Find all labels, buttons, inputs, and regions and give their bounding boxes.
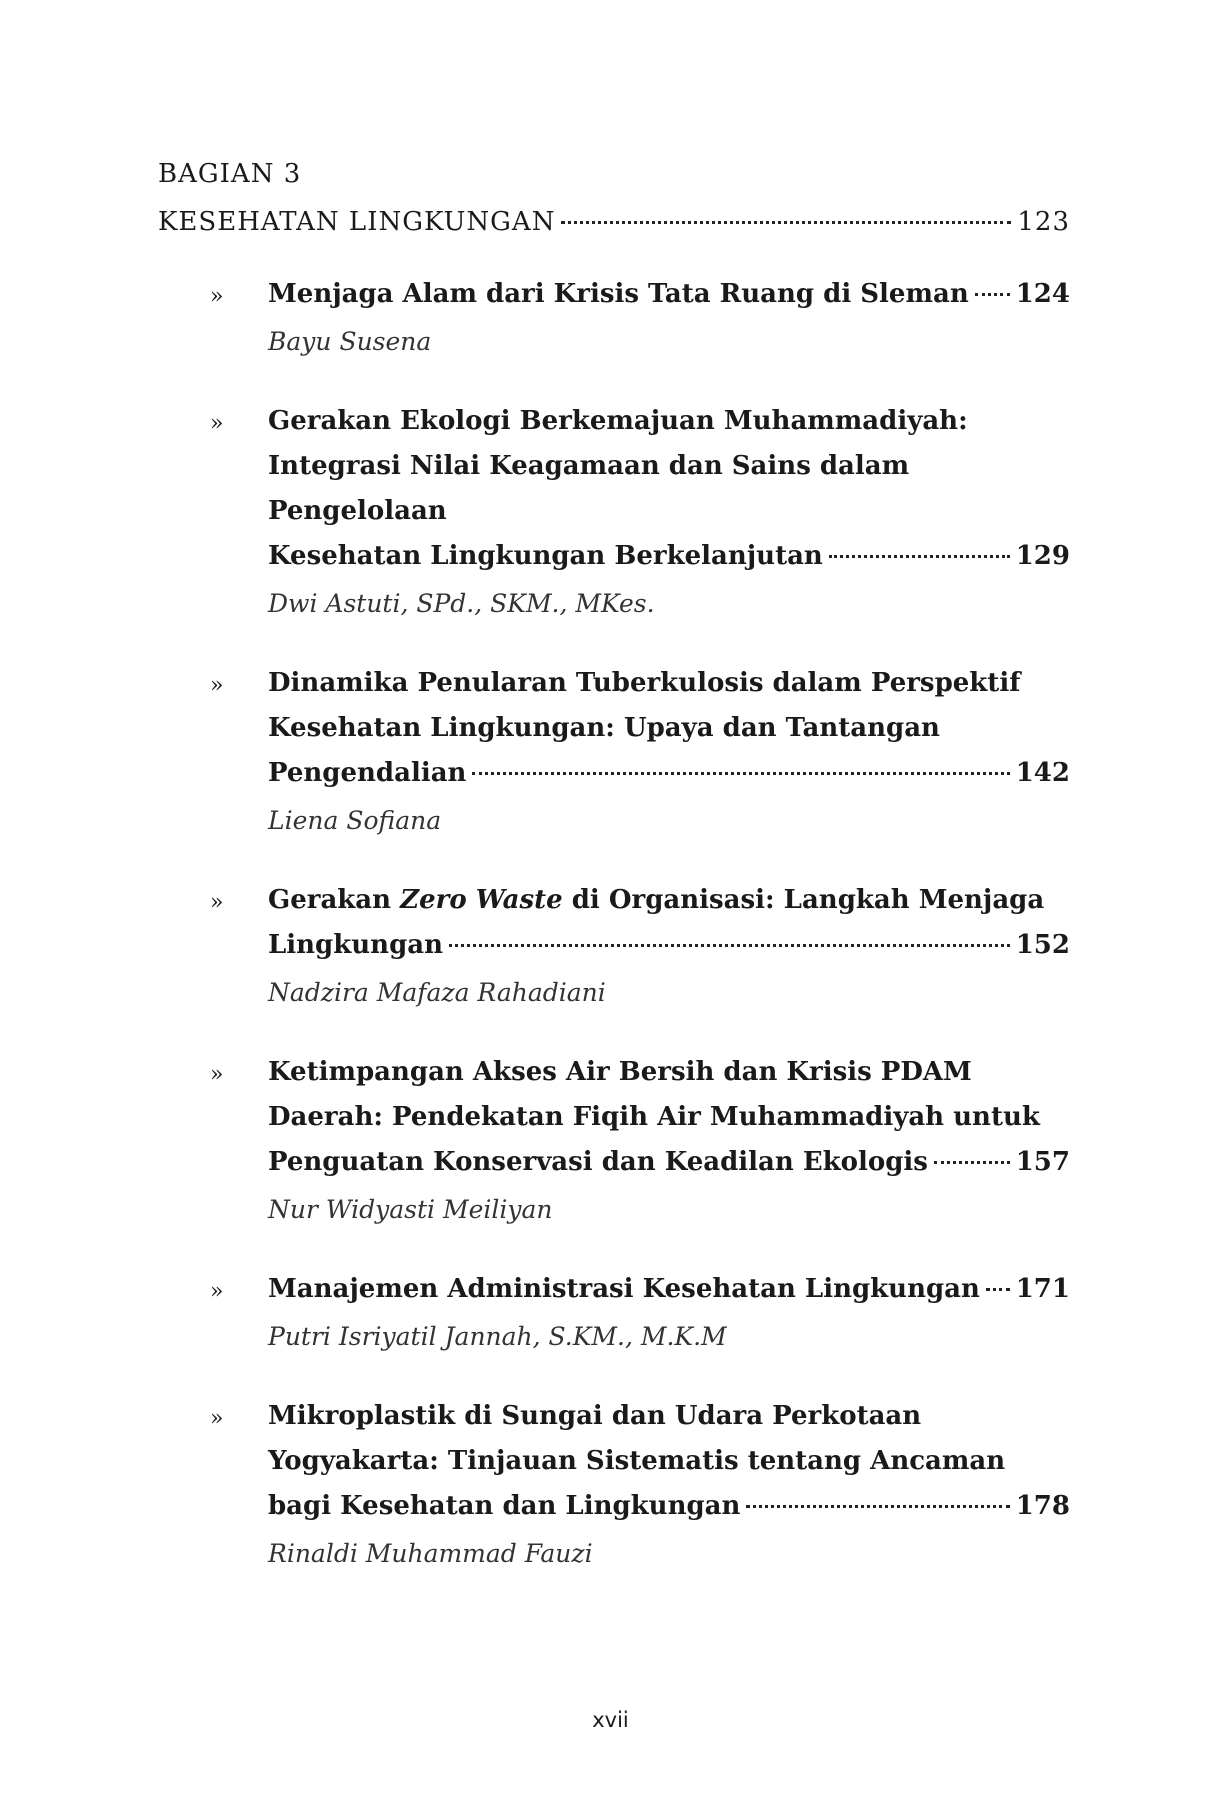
entry-title-last-line: [268, 1484, 1070, 1529]
entry-title-line: Kesehatan Lingkungan Berkelanjutan: [268, 541, 823, 571]
bullet-icon: »: [210, 890, 224, 915]
leader-dots: [829, 555, 1010, 558]
entry-page-number: 142: [1015, 758, 1070, 788]
entry-title-row: [268, 444, 1070, 534]
leader-dots: [449, 944, 1010, 947]
entry-title-line: Pengendalian: [268, 758, 467, 788]
entry-page-number: 152: [1015, 930, 1070, 960]
entry-title-line: bagi Kesehatan dan Lingkungan: [268, 1491, 741, 1521]
entry-title-row: [268, 661, 1070, 706]
entry-title-line: Menjaga Alam dari Krisis Tata Ruang di Sleman: [268, 279, 969, 309]
entry-title-last-line: [268, 534, 1070, 579]
entry-title-last-line: [268, 1140, 1070, 1185]
entry-author: Rinaldi Muhammad Fauzi: [268, 1539, 593, 1568]
entry-title-line: Integrasi Nilai Keagamaan dan Sains dalam Pengelolaan: [268, 451, 910, 526]
entry-page-number: 124: [1015, 279, 1070, 309]
bullet-icon: »: [210, 1062, 224, 1087]
toc-entry: [158, 661, 1070, 846]
toc-entry: [158, 272, 1070, 367]
entry-author: Nur Widyasti Meiliyan: [268, 1195, 553, 1224]
section-label: BAGIAN 3: [158, 159, 302, 189]
entry-title-line: Ketimpangan Akses Air Bersih dan Krisis PDAM: [268, 1057, 972, 1087]
entry-title-last-line: [268, 751, 1070, 796]
section-heading: [158, 198, 1070, 246]
section-title: KESEHATAN LINGKUNGAN: [158, 207, 556, 237]
section-page-number: 123: [1017, 207, 1070, 237]
entry-title-line: Manajemen Administrasi Kesehatan Lingkungan: [268, 1274, 980, 1304]
bullet-icon: »: [210, 673, 224, 698]
entry-page-number: 171: [1015, 1274, 1070, 1304]
toc-entry: [158, 1267, 1070, 1362]
table-of-contents: [158, 150, 1070, 1611]
entry-title-line: Mikroplastik di Sungai dan Udara Perkotaan: [268, 1401, 922, 1431]
entry-title-line: Daerah: Pendekatan Fiqih Air Muhammadiyah untuk: [268, 1102, 1040, 1132]
page-folio: xvii: [592, 1708, 629, 1732]
toc-entry: [158, 1394, 1070, 1579]
entry-title-line: Lingkungan: [268, 930, 443, 960]
entry-author: Dwi Astuti, SPd., SKM., MKes.: [268, 589, 655, 618]
entry-author: Bayu Susena: [268, 327, 432, 356]
entry-title-line: Yogyakarta: Tinjauan Sistematis tentang Ancaman: [268, 1446, 1006, 1476]
entry-title-line: Gerakan Ekologi Berkemajuan Muhammadiyah:: [268, 406, 968, 436]
leader-dots: [975, 293, 1010, 296]
entry-title-line: Penguatan Konservasi dan Keadilan Ekologis: [268, 1147, 928, 1177]
entry-title-row: [268, 1439, 1070, 1484]
bullet-icon: »: [210, 411, 224, 436]
entry-title-last-line: [268, 272, 1070, 317]
entry-author: Putri Isriyatil Jannah, S.KM., M.K.M: [268, 1322, 727, 1351]
leader-dots: [472, 772, 1009, 775]
toc-entry: [158, 1050, 1070, 1235]
entry-title-last-line: [268, 923, 1070, 968]
entry-page-number: 178: [1015, 1491, 1070, 1521]
toc-entry: [158, 399, 1070, 629]
entry-title-row: [268, 399, 1070, 444]
entry-title-last-line: [268, 1267, 1070, 1312]
bullet-icon: »: [210, 1406, 224, 1431]
entry-title-row: [268, 1095, 1070, 1140]
entry-author: Liena Sofiana: [268, 806, 442, 835]
entry-title-row: [268, 878, 1070, 923]
leader-dots: [986, 1288, 1010, 1291]
entry-title-line: Kesehatan Lingkungan: Upaya dan Tantangan: [268, 713, 940, 743]
entry-title-row: [268, 706, 1070, 751]
entry-title-row: [268, 1394, 1070, 1439]
toc-entry: [158, 878, 1070, 1018]
entry-title-line: Gerakan Zero Waste di Organisasi: Langkah Menjaga: [268, 885, 1045, 915]
entry-page-number: 157: [1015, 1147, 1070, 1177]
toc-entry-list: [158, 272, 1070, 1579]
bullet-icon: »: [210, 284, 224, 309]
leader-dots: [746, 1505, 1009, 1508]
entry-title-line: Dinamika Penularan Tuberkulosis dalam Perspektif: [268, 668, 1021, 698]
entry-title-row: [268, 1050, 1070, 1095]
bullet-icon: »: [210, 1279, 224, 1304]
entry-page-number: 129: [1015, 541, 1070, 571]
leader-dots: [561, 221, 1011, 224]
leader-dots: [934, 1161, 1010, 1164]
entry-author: Nadzira Mafaza Rahadiani: [268, 978, 606, 1007]
